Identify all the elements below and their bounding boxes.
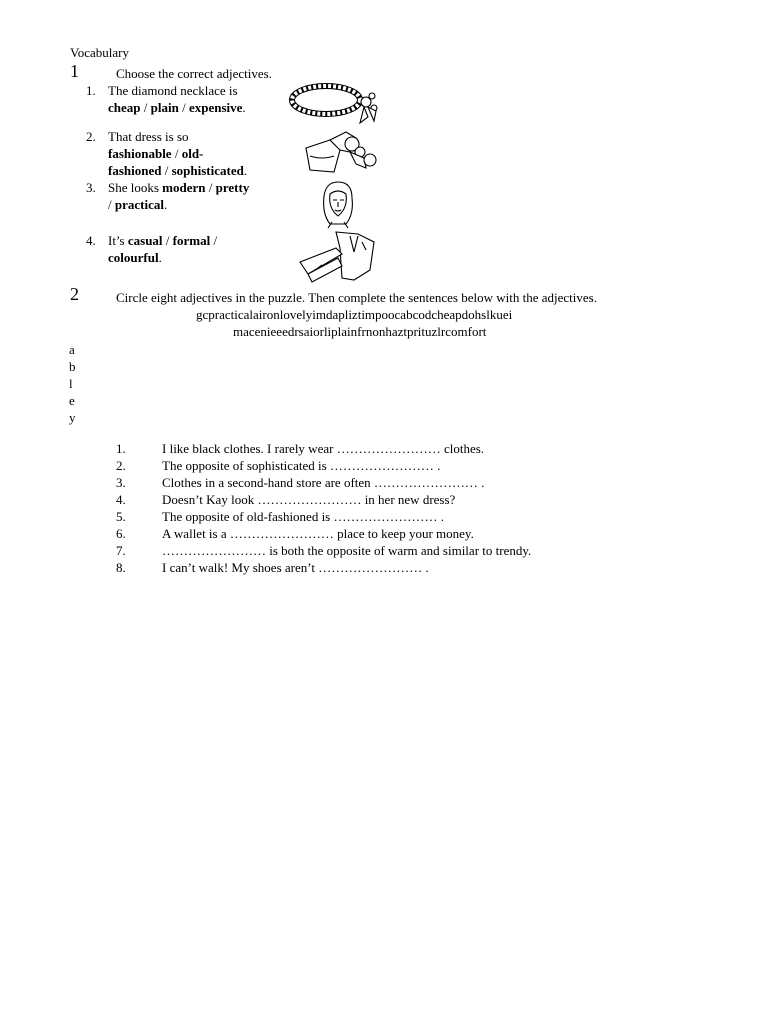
- sentence-number: 8.: [116, 560, 126, 575]
- list-item: [116, 559, 429, 576]
- period: .: [158, 250, 162, 265]
- item-text: That dress is so: [108, 129, 189, 144]
- sentence-text: Clothes in a second-hand store are often …………………… .: [162, 475, 485, 490]
- sentence-text: …………………… is both the opposite of warm and similar to trendy.: [162, 543, 532, 558]
- option: cheap: [108, 100, 141, 115]
- option: sophisticated: [171, 163, 244, 178]
- separator: /: [143, 100, 148, 115]
- ex1-item-3: 3. She looks modern / pretty: [86, 180, 250, 195]
- page-title: Vocabulary: [70, 45, 129, 60]
- item-text: It’s: [108, 233, 125, 248]
- separator: /: [213, 233, 218, 248]
- list-item: [116, 474, 484, 491]
- puzzle-letter: y: [69, 410, 76, 425]
- list-item: [116, 457, 440, 474]
- puzzle-line-2: macenieeedrsaiorliplainfrnonhaztprituzlrcomfort: [233, 324, 487, 339]
- option: casual: [127, 233, 163, 248]
- separator: /: [174, 146, 179, 161]
- option: pretty: [215, 180, 250, 195]
- item-text: She looks: [108, 180, 159, 195]
- sentence-number: 7.: [116, 543, 126, 558]
- puzzle-letter: e: [69, 393, 75, 408]
- list-item: [116, 508, 444, 525]
- period: .: [242, 100, 246, 115]
- suit-icon: [296, 228, 380, 284]
- option: formal: [172, 233, 211, 248]
- sentence-number: 1.: [116, 441, 126, 456]
- sentence-text: I like black clothes. I rarely wear …………………… clothes.: [162, 441, 485, 456]
- option: modern: [162, 180, 206, 195]
- ex1-item-2: [86, 128, 189, 145]
- ex1-item-3-options: [108, 196, 167, 213]
- list-item: [116, 525, 474, 542]
- ex1-item-1: [86, 82, 238, 99]
- period: .: [163, 197, 168, 212]
- sentence-number: 5.: [116, 509, 126, 524]
- item-text: The diamond necklace is: [108, 83, 238, 98]
- separator: /: [164, 163, 169, 178]
- list-item: [116, 440, 484, 457]
- sentence-text: The opposite of sophisticated is …………………… .: [162, 458, 441, 473]
- puzzle-vertical-letters: [69, 341, 76, 426]
- list-item: [116, 542, 531, 559]
- sentence-text: Doesn’t Kay look …………………… in her new dress?: [162, 492, 456, 507]
- ex1-item-4: 4. It’s casual / formal /: [86, 233, 218, 248]
- item-number: 1.: [86, 83, 96, 98]
- option: fashionable: [108, 146, 172, 161]
- exercise-2-number: 2: [70, 284, 79, 304]
- sentence-text: The opposite of old-fashioned is …………………… .: [162, 509, 444, 524]
- puzzle-letter: a: [69, 342, 75, 357]
- period: .: [243, 163, 248, 178]
- option: expensive: [188, 100, 243, 115]
- ex1-item-1-options: [108, 99, 246, 116]
- ex1-item-2-options-a: [108, 145, 203, 162]
- option: fashioned: [108, 163, 162, 178]
- separator: /: [108, 197, 112, 212]
- option: practical: [114, 197, 164, 212]
- puzzle-letter: b: [69, 359, 76, 374]
- exercise-2-instruction: Circle eight adjectives in the puzzle. Then complete the sentences below with the adjectives.: [116, 290, 597, 305]
- option: plain: [150, 100, 179, 115]
- item-number: 2.: [86, 129, 96, 144]
- sentence-number: 2.: [116, 458, 126, 473]
- item-number: 4.: [86, 233, 96, 248]
- ex1-item-4-options: [108, 249, 162, 266]
- puzzle-letter: l: [69, 376, 73, 391]
- ex1-item-2-options-b: [108, 162, 247, 179]
- sentence-text: A wallet is a …………………… place to keep your money.: [162, 526, 474, 541]
- option: colourful: [108, 250, 159, 265]
- sentence-text: I can’t walk! My shoes aren’t …………………… .: [162, 560, 429, 575]
- list-item: [116, 491, 455, 508]
- woman-face-icon: [316, 178, 360, 230]
- necklace-icon: [288, 80, 384, 130]
- sentence-number: 3.: [116, 475, 126, 490]
- exercise-1-instruction: Choose the correct adjectives.: [116, 66, 272, 81]
- dress-icon: [300, 126, 384, 178]
- sentence-number: 4.: [116, 492, 126, 507]
- puzzle-line-1: gcpracticalaironlovelyimdapliztimpoocabcodcheapdohslkuei: [196, 307, 513, 322]
- option: old-: [181, 146, 204, 161]
- separator: /: [182, 100, 186, 115]
- item-number: 3.: [86, 180, 96, 195]
- sentence-number: 6.: [116, 526, 126, 541]
- exercise-1-number: 1: [70, 61, 79, 81]
